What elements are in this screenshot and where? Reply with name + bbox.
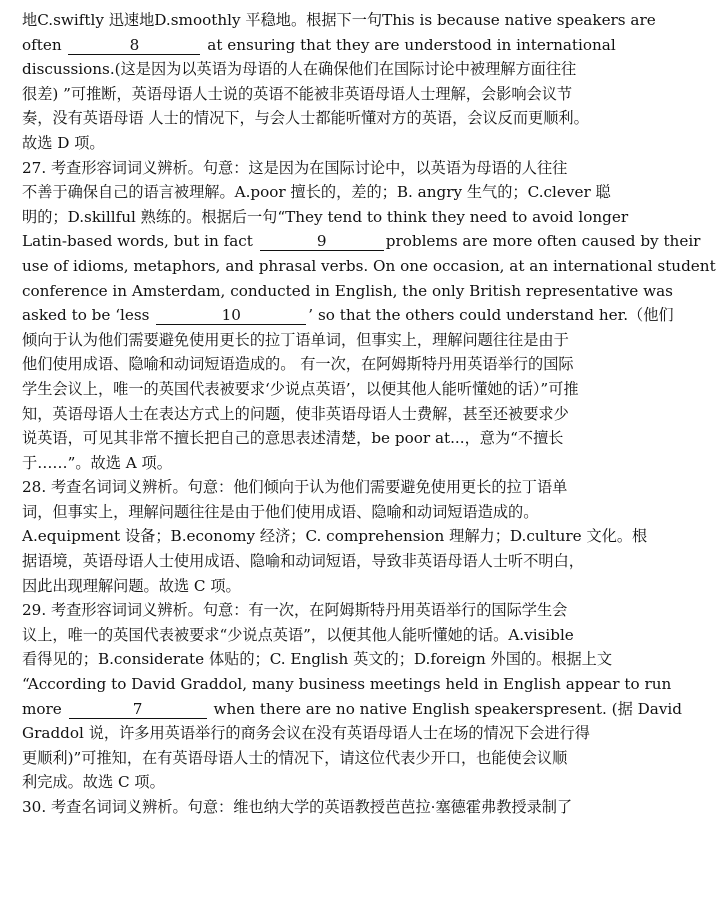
text-line: 因此出现理解问题。故选 C 项。	[22, 576, 241, 595]
text-line: 看得见的；B.considerate 体贴的；C. English 英文的；D.foreign 外国的。根据上文	[22, 650, 613, 669]
text-line	[22, 33, 651, 58]
text-line: 地C.swiftly 迅速地D.smoothly 平稳地。根据下一句This is because native speakers are	[22, 11, 656, 29]
text-line: 议上，唯一的英国代表被要求“少说点英语”，以便其他人能听懂她的话。A.visible	[22, 625, 574, 644]
answer-blank: 9	[260, 233, 384, 251]
text-segment: often	[22, 35, 67, 54]
answer-blank: 10	[156, 307, 306, 325]
text-line: 奏，没有英语母语 人士的情况下，与会人士都能听懂对方的英语，会议反而更顺利。	[22, 109, 589, 128]
text-line: 学生会议上，唯一的英国代表被要求‘少说点英语’，以便其他人能听懂她的话）”可推	[22, 379, 579, 398]
text-line: 据语境，英语母语人士使用成语、隐喻和动词短语，导致非英语母语人士听不明白，	[22, 552, 584, 571]
text-line: 利完成。故选 C 项。	[22, 773, 165, 792]
text-line: “According to David Graddol, many business meetings held in English appear to run	[22, 675, 672, 694]
text-line	[22, 697, 682, 722]
text-line: 他们使用成语、隐喻和动词短语造成的。 有一次，在阿姆斯特丹用英语举行的国际	[22, 355, 574, 374]
text-line: 不善于确保自己的语言被理解。A.poor 擅长的，差的；B. angry 生气的；C.clever 聪	[22, 183, 611, 202]
text-line: 30. 考查名词词义辨析。句意：维也纳大学的英语教授芭芭拉·塞德霍弗教授录制了	[22, 798, 573, 816]
text-line: 27. 考查形容词词义辨析。句意：这是因为在国际讨论中，以英语为母语的人往往	[22, 158, 568, 177]
text-line	[22, 229, 701, 254]
text-line: 28. 考查名词词义辨析。句意：他们倾向于认为他们需要避免使用更长的拉丁语单	[22, 478, 568, 497]
text-line: 知，英语母语人士在表达方式上的问题，使非英语母语人士费解，甚至还被要求少	[22, 404, 569, 423]
text-segment: when there are no native English speakerspresent. (据 David	[208, 699, 682, 718]
text-line: 词，但事实上，理解问题往往是由于他们使用成语、隐喻和动词短语造成的。	[22, 502, 539, 521]
text-segment: more	[22, 699, 67, 718]
text-line: 于……”。故选 A 项。	[22, 453, 172, 472]
text-segment: at ensuring that they are understood in international	[202, 35, 616, 54]
text-line: use of idioms, metaphors, and phrasal verbs. On one occasion, at an international student	[22, 256, 716, 275]
text-segment: problems are more often caused by their	[385, 232, 701, 251]
text-segment: Latin-based words, but in fact	[22, 232, 258, 251]
text-segment: asked to be ‘less	[22, 306, 155, 325]
text-line: 更顺利)”可推知，在有英语母语人士的情况下，请这位代表少开口，也能使会议顺	[22, 748, 568, 767]
text-line: A.equipment 设备；B.economy 经济；C. comprehension 理解力；D.culture 文化。根	[22, 527, 648, 546]
text-line: 说英语，可见其非常不擅长把自己的意思表述清楚，be poor at...，意为“不擅长	[22, 429, 564, 448]
text-line: conference in Amsterdam, conducted in English, the only British representative was	[22, 281, 673, 300]
text-line: discussions.(这是因为以英语为母语的人在确保他们在国际讨论中被理解方面往往	[22, 60, 577, 79]
text-line	[22, 303, 674, 328]
text-line: 很差) ”可推断，英语母语人士说的英语不能被非英语母语人士理解，会影响会议节	[22, 84, 573, 103]
text-line: 故选 D 项。	[22, 133, 105, 152]
text-line: 29. 考查形容词词义辨析。句意：有一次，在阿姆斯特丹用英语举行的国际学生会	[22, 601, 568, 620]
text-line: Graddol 说，许多用英语举行的商务会议在没有英语母语人士在场的情况下会进行得	[22, 724, 590, 743]
answer-blank: 7	[69, 701, 207, 719]
text-segment: ’ so that the others could understand her.（他们	[308, 306, 674, 325]
text-line: 明的；D.skillful 熟练的。根据后一句“They tend to think they need to avoid longer	[22, 207, 629, 226]
text-line: 倾向于认为他们需要避免使用更长的拉丁语单词，但事实上，理解问题往往是由于	[22, 330, 569, 349]
answer-blank: 8	[68, 37, 200, 55]
